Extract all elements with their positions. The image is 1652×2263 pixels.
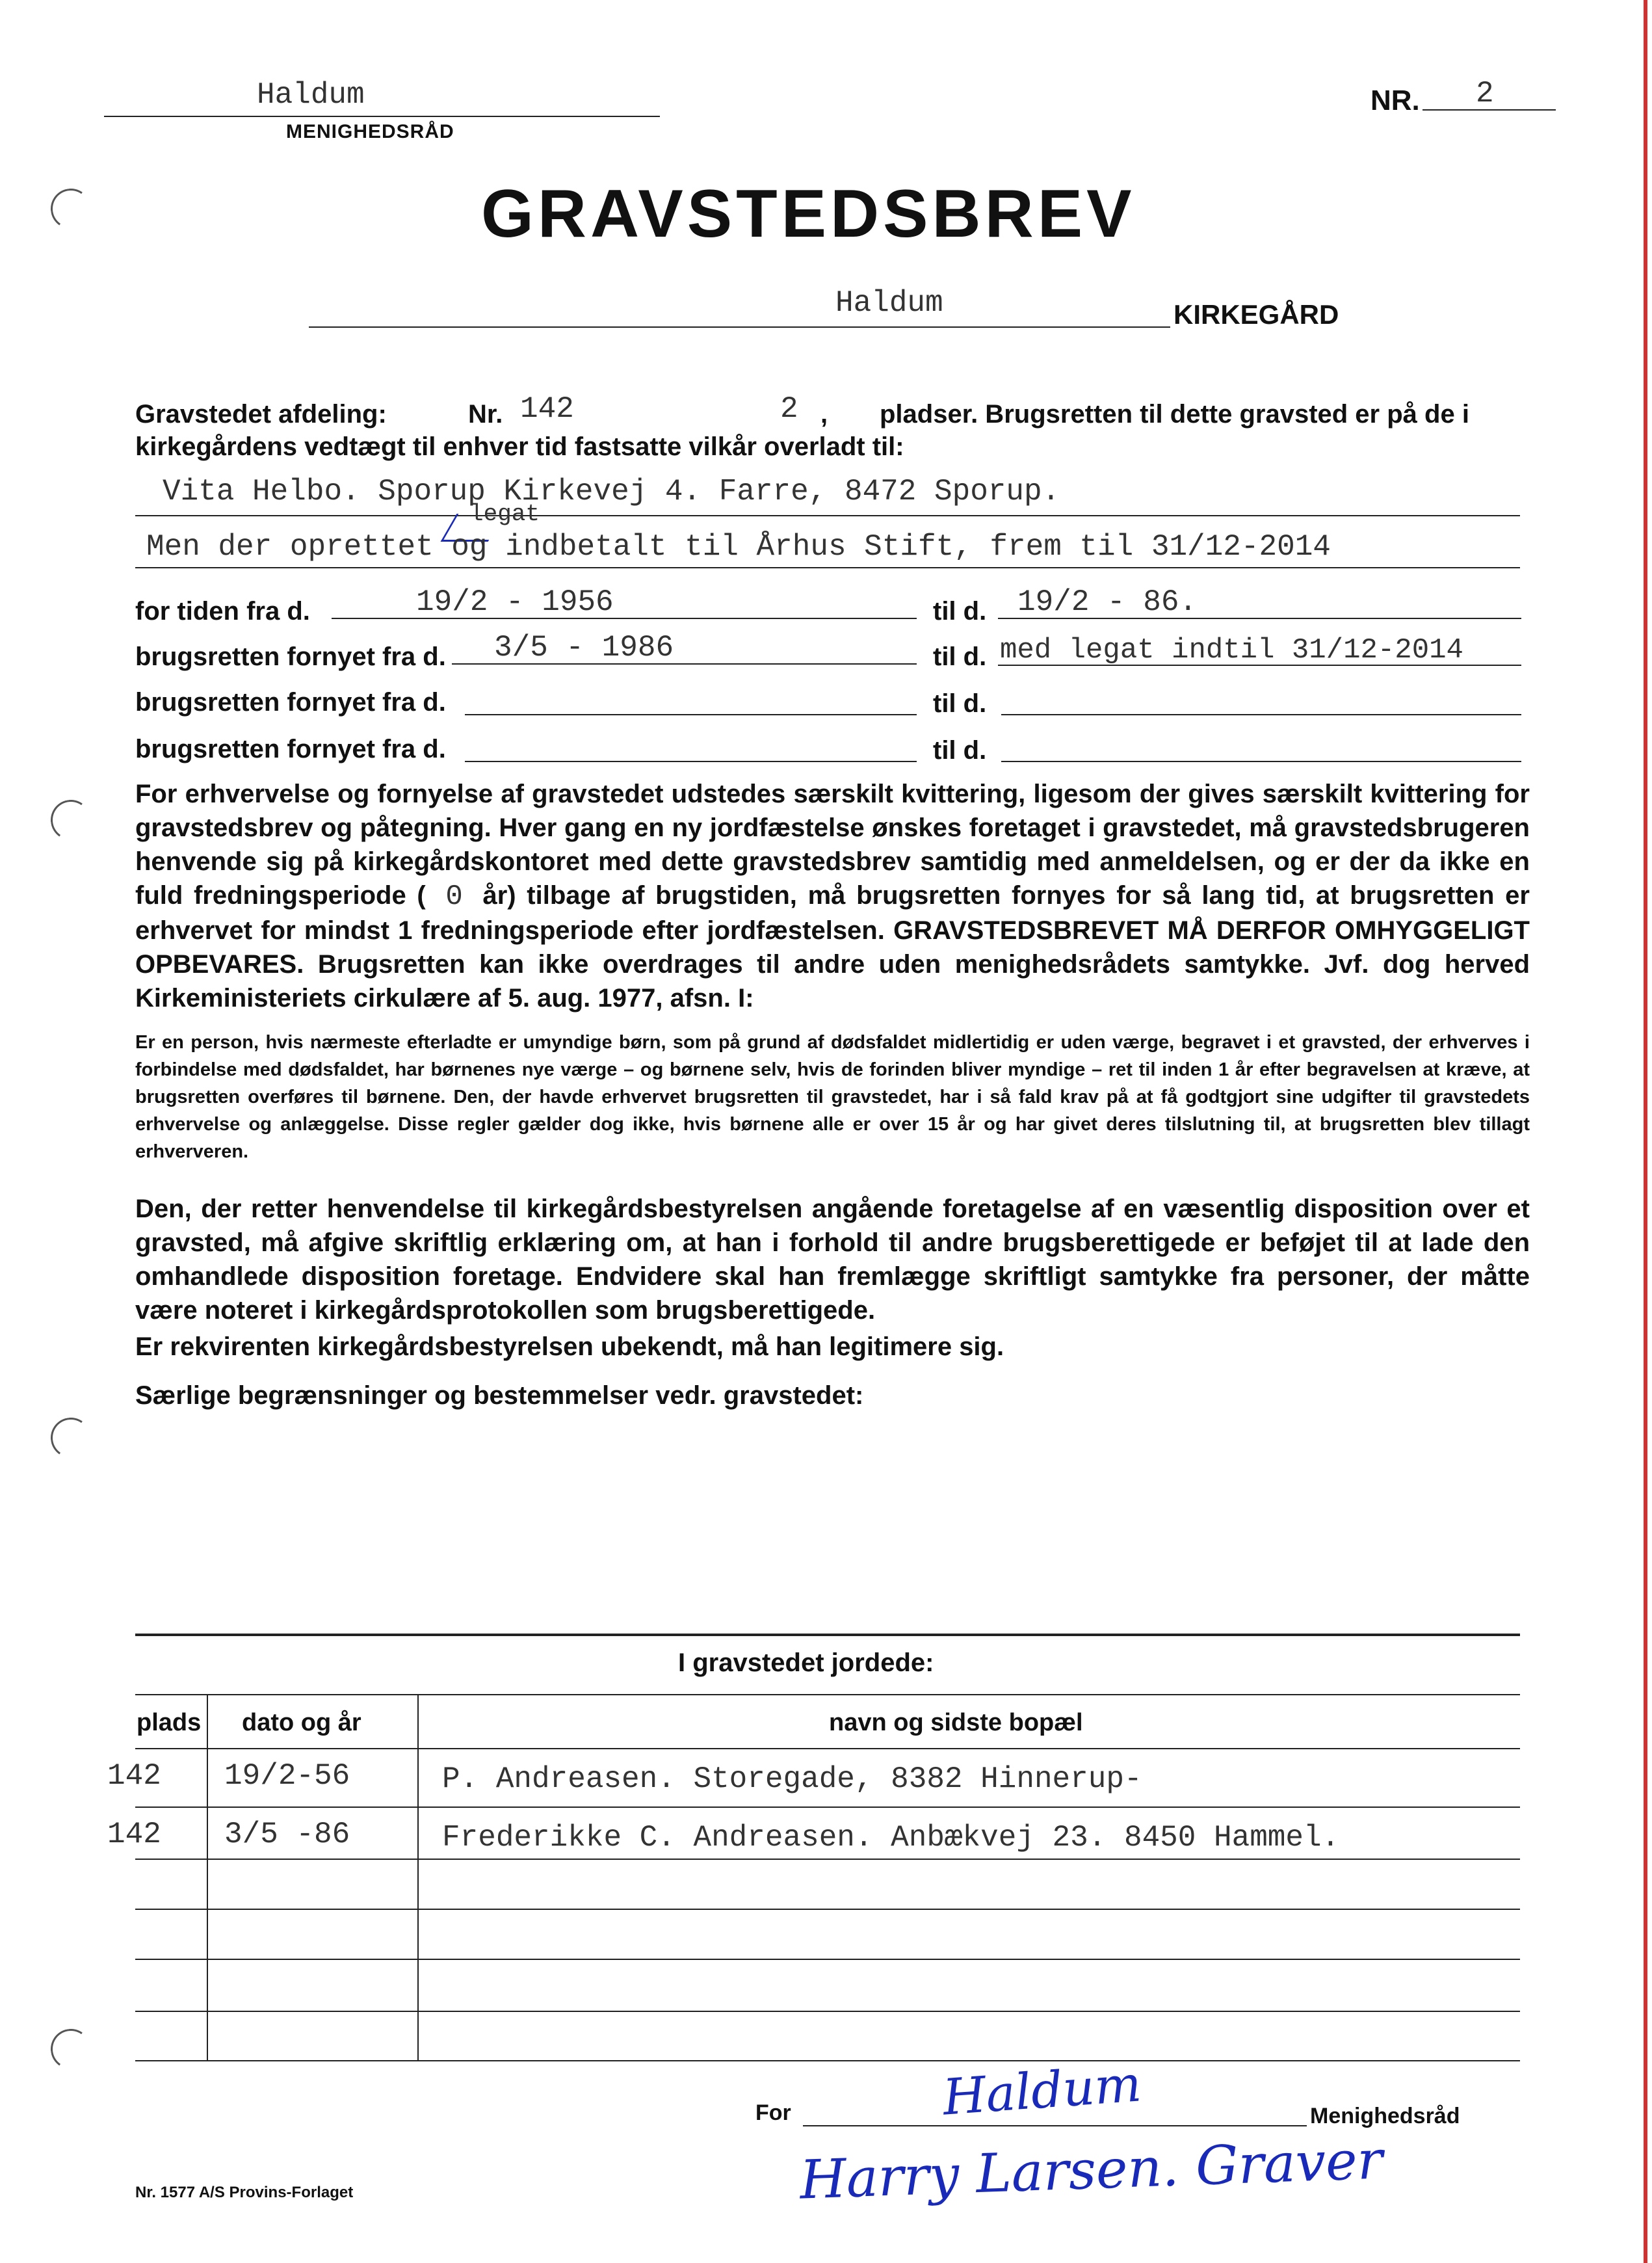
table-row-2-navn: Frederikke C. Andreasen. Anbækvej 23. 8450 Hammel. — [442, 1821, 1340, 1855]
nr-value: 2 — [1476, 77, 1494, 111]
renewal-3-to-label: til d. — [933, 736, 987, 765]
renewal-label-2: brugsretten fornyet fra d. — [135, 688, 446, 717]
renewal-label-1: brugsretten fornyet fra d. — [135, 642, 446, 671]
table-row-rule-1 — [135, 1806, 1520, 1808]
renewal-2-to-label: til d. — [933, 689, 987, 718]
holder-line — [135, 515, 1520, 516]
period-from: 19/2 - 1956 — [416, 585, 614, 619]
period-to-label: til d. — [933, 597, 987, 626]
handwritten-signature: Harry Larsen. Graver — [798, 2129, 1384, 2212]
table-row-1-navn: P. Andreasen. Storegade, 8382 Hinnerup- — [442, 1762, 1142, 1796]
renewal-1-to-line — [998, 665, 1521, 666]
nr-label: NR. — [1370, 85, 1420, 116]
holder-name: Vita Helbo. Sporup Kirkevej 4. Farre, 8472 Sporup. — [163, 475, 1060, 509]
renewal-1-from: 3/5 - 1986 — [494, 631, 674, 665]
renewal-1-to-label: til d. — [933, 642, 987, 671]
renewal-3-to-line — [1001, 761, 1521, 762]
cemetery-label: KIRKEGÅRD — [1173, 299, 1339, 330]
renewal-label-3: brugsretten fornyet fra d. — [135, 735, 446, 763]
table-header-bottom-rule — [135, 1748, 1520, 1749]
council-label: MENIGHEDSRÅD — [286, 121, 454, 142]
terms-paragraph-3: Er rekvirenten kirkegårdsbestyrelsen ubekendt, må han legitimere sig. — [135, 1332, 1004, 1361]
table-row-1-plads: 142 — [107, 1759, 161, 1793]
punch-hole-3 — [47, 1414, 94, 1461]
terms-p1-start: For erhvervelse og fornyelse af gravstedet udstedes særskilt kvittering, ligesom der gives særskilt kvittering for gravstedsbrev og påtegning. Hver gang en ny jordfæstelse ønskes foretaget i gravstedet, må gravstedsbrugeren henvende sig på kirkegårdskontoret med dette gravstedsbrev samtidig med anmeldelsen, og er der da ikke en fuld fredningsperiode ( — [135, 780, 1530, 910]
circular-excerpt: Er en person, hvis nærmeste efterladte er umyndige børn, som på grund af dødsfaldet midlertidig er uden værge, begravet i et gravsted, der erhverves i forbindelse med dødsfaldet, har børnenes nye værge – og børnene selv, hvis de forinden bliver myndige – ret til inden 1 år efter begravelsen at kræve, at brugsretten overføres til børnene. Den, der havde erhvervet brugsretten til gravstedet, har i så fald krav på at få godtgjort sine udgifter til gravstedets erhvervelse og anlæggelse. Disse regler gælder dog ikke, hvis børnene alle er over 15 år og har givet deres tilslutning til, at brugsretten blev tillagt erhververen. — [135, 1032, 1530, 1162]
note-underline — [135, 567, 1520, 568]
period-from-line — [332, 618, 917, 619]
document-title: GRAVSTEDSBREV — [481, 176, 1136, 252]
punch-hole-1 — [47, 185, 94, 232]
parish-signature-line — [803, 2125, 1307, 2126]
renewal-1-to: med legat indtil 31/12-2014 — [1000, 634, 1463, 667]
terms-paragraph-1 — [135, 777, 1530, 1015]
special-conditions-label: Særlige begrænsninger og bestemmelser vedr. gravstedet: — [135, 1381, 864, 1410]
renewal-3-from-line — [465, 761, 917, 762]
places-sep: , — [820, 400, 828, 429]
punch-hole-2 — [47, 797, 94, 843]
council-footer-label: Menighedsråd — [1310, 2104, 1460, 2128]
punch-hole-4 — [47, 2026, 94, 2072]
table-col-divider-2 — [417, 1694, 419, 2061]
legat-insert: legat — [469, 501, 540, 527]
table-header-plads: plads — [137, 1709, 202, 1736]
period-to-line — [998, 618, 1521, 619]
table-top-rule — [135, 1634, 1520, 1636]
plot-nr-value: 142 — [520, 392, 574, 426]
table-row-rule-3 — [135, 1909, 1520, 1910]
nr-line — [1423, 109, 1556, 111]
parish-signature: Haldum — [941, 2054, 1144, 2126]
table-header-rule — [135, 1694, 1520, 1695]
table-row-rule-6 — [135, 2060, 1520, 2061]
publisher-imprint: Nr. 1577 A/S Provins-Forlaget — [135, 2184, 354, 2201]
places-value: 2 — [780, 392, 798, 426]
table-row-rule-2 — [135, 1859, 1520, 1860]
table-row-2-dato: 3/5 -86 — [224, 1818, 350, 1851]
plot-nr-label: Nr. — [468, 400, 503, 429]
holder-intro: kirkegårdens vedtægt til enhver tid fastsatte vilkår overladt til: — [135, 432, 904, 461]
cemetery-line — [309, 326, 1170, 328]
renewal-1-from-line — [452, 663, 917, 665]
terms-p1-rest: år) tilbage af brugstiden, må brugsretten fornyes for så lang tid, at brugsretten er erhvervet for mindst 1 fredningsperiode efter jordfæstelsen. GRAVSTEDSBREVET MÅ DERFOR OMHYGGELIGT OPBEVARES. Brugsretten kan ikke overdrages til andre uden menighedsrådets samtykke. Jvf. dog herved Kirkeministeriets cirkulære af 5. aug. 1977, afsn. I: — [135, 881, 1530, 1012]
table-row-2-plads: 142 — [107, 1818, 161, 1851]
table-col-divider-1 — [207, 1694, 208, 2061]
parish-name: Haldum — [257, 78, 365, 112]
table-header-dato: dato og år — [242, 1709, 361, 1736]
table-row-rule-4 — [135, 1959, 1520, 1960]
page-edge-mark — [1644, 0, 1647, 2263]
parish-line — [104, 116, 660, 117]
note-line: Men der oprettet og indbetalt til Århus Stift, frem til 31/12-2014 — [146, 530, 1331, 564]
for-label: For — [755, 2100, 791, 2125]
table-row-1-dato: 19/2-56 — [224, 1759, 350, 1793]
cemetery-name: Haldum — [835, 286, 943, 320]
protection-period-value: 0 — [445, 880, 463, 913]
table-row-rule-5 — [135, 2011, 1520, 2012]
terms-paragraph-2: Den, der retter henvendelse til kirkegårdsbestyrelsen angående foretagelse af en væsentlig disposition over et gravsted, må afgive skriftlig erklæring om, at han i forhold til andre brugsberettigede er beføjet til at lade den omhandlede disposition foretage. Endvidere skal han fremlægge skriftligt samtykke fra personer, der måtte være noteret i kirkegårdsprotokollen som brugsberettigede. — [135, 1195, 1530, 1325]
for-tiden-label: for tiden fra d. — [135, 597, 310, 626]
renewal-2-from-line — [465, 714, 917, 715]
period-to: 19/2 - 86. — [1017, 585, 1198, 619]
places-text: pladser. Brugsretten til dette gravsted er på de i — [880, 400, 1469, 429]
section-label: Gravstedet afdeling: — [135, 400, 387, 429]
renewal-2-to-line — [1001, 714, 1521, 715]
table-title: I gravstedet jordede: — [678, 1648, 934, 1677]
table-header-navn: navn og sidste bopæl — [829, 1709, 1083, 1736]
